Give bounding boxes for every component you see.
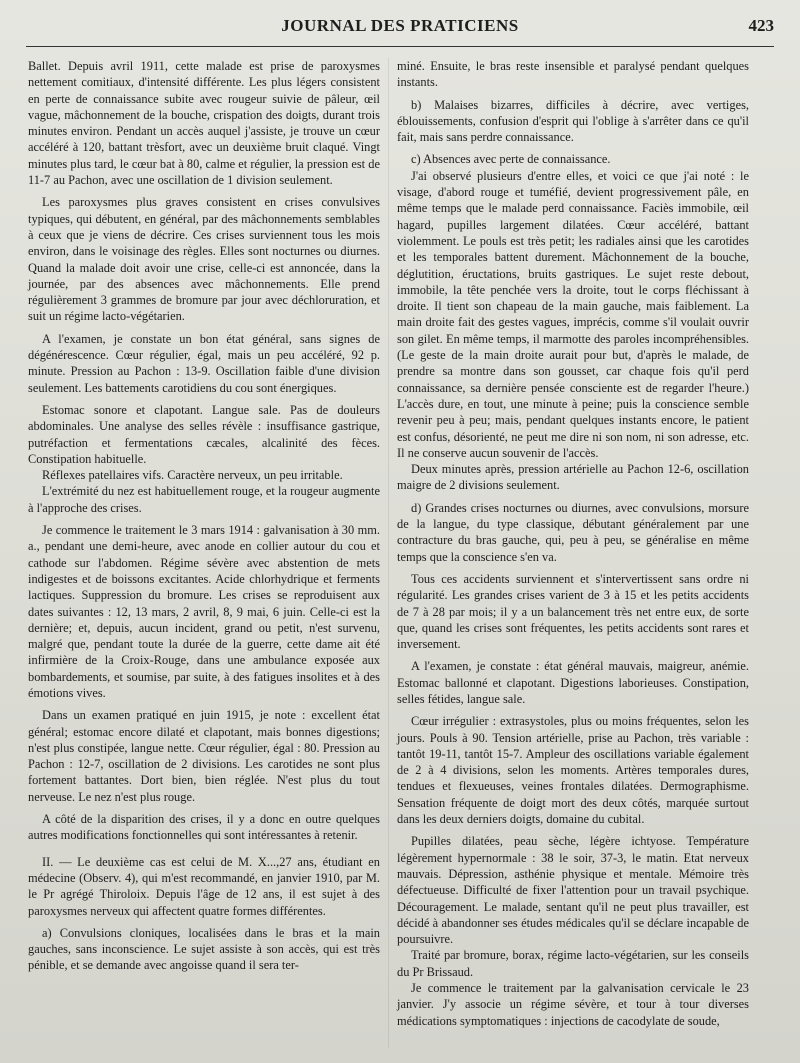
paragraph: A l'examen, je constate un bon état général, sans signes de dégénérescence. Cœur régulier, égal, mais un peu accéléré, 92 p. minute. Pression au Pachon : 13-9. Oscillation faible d'une division seulement. Les battements carotidiens du cou sont énergiques. xyxy=(28,331,380,395)
column-divider xyxy=(388,58,389,1048)
paragraph: Je commence le traitement par la galvanisation cervicale le 23 janvier. J'y associe un régime sévère, et tour à tour diverses médications symptomatiques : injections de cacodylate de soude, xyxy=(397,981,749,1028)
paragraph: II. — Le deuxième cas est celui de M. X...,27 ans, étudiant en médecine (Observ. 4), qui m'est recommandé, en janvier 1910, par M. le Pr agrégé Thiroloix. Depuis l'âge de 12 ans, il est sujet à des paroxysmes nerveux qui affectent quatre formes différentes. xyxy=(28,854,380,918)
left-column xyxy=(28,58,380,974)
paragraph: Dans un examen pratiqué en juin 1915, je note : excellent état général; estomac encore dilaté et clapotant, mais bonnes digestions; n'est plus constipée, langue nette. Cœur régulier, égal : 80. Pression au Pachon : 12-7, oscillation de 2 divisions. Les carotides ne sont plus fortement battantes. Dort bien, bien réglée. N'est plus du tout nerveuse. Le nez n'est plus rouge. xyxy=(28,708,380,804)
header-rule xyxy=(26,46,774,47)
paragraph: Ballet. Depuis avril 1911, cette malade est prise de paroxysmes nettement comitiaux, d'intensité différente. Les plus légers consistent en perte de connaissance subite avec rougeur suivie de pâleur, œil vague, mâchonnement de la bouche, crispation des doigts, durant trois minutes environ. Pendant un accès auquel j'assiste, je trouve un cœur accéléré à 120, battant trèsfort, avec un deuxième bruit claqué. Vingt minutes plus tard, le cœur bat à 80, calme et régulier, la pression est de 11-7 au Pachon, avec une oscillation de 1 division seulement. xyxy=(28,59,380,188)
paragraph: Tous ces accidents surviennent et s'intervertissent sans ordre ni régularité. Les grandes crises varient de 3 à 15 et les petits accidents de 7 à 28 par mois; il y a un balancement très net entre eux, de sorte que, quand les crises sont fréquentes, les petits accidents sont rares et inversement. xyxy=(397,571,749,652)
paragraph: Deux minutes après, pression artérielle au Pachon 12-6, oscillation maigre de 2 divisions seulement. xyxy=(397,462,749,493)
paragraph: A l'examen, je constate : état général mauvais, maigreur, anémie. Estomac ballonné et clapotant. Digestions laborieuses. Constipation, selles fétides, langue sale. xyxy=(397,659,749,706)
page-header xyxy=(26,14,774,38)
paragraph: Estomac sonore et clapotant. Langue sale. Pas de douleurs abdominales. Une analyse des selles révèle : insuffisance gastrique, putréfaction et fermentations cæcales, alcalinité des fèces. Constipation habituelle. xyxy=(28,402,380,466)
paragraph: Je commence le traitement le 3 mars 1914 : galvanisation à 30 mm. a., pendant une demi-heure, avec anode en collier autour du cou et cathode sur l'abdomen. Régime sévère avec abstention de mets indigestes et de boissons excitantes. Acide chlorhydrique et ferments lactiques. Suppression du bromure. Les crises se reproduisent aux dates suivantes : 12, 13 mars, 2 avril, 8, 9 mai, 6 juin. Celle-ci est la dernière; et, depuis, aucun incident, grand ou petit, n'est survenu, malgré que, pendant toute la durée de la guerre, cette dame ait été infirmière de la Croix-Rouge, dans une ambulance exposée aux bombardements, et soumise, par suite, à des fatigues insolites et à des émotions vives. xyxy=(28,523,380,700)
paragraph: b) Malaises bizarres, difficiles à décrire, avec vertiges, éblouissements, confusion d'esprit qui l'oblige à s'arrêter dans ce qu'il fait, mais sans perdre connaissance. xyxy=(397,97,749,145)
paragraph: L'extrémité du nez est habituellement rouge, et la rougeur augmente à l'approche des crises. xyxy=(28,484,380,515)
paragraph: Traité par bromure, borax, régime lacto-végétarien, sur les conseils du Pr Brissaud. xyxy=(397,948,749,979)
paragraph: c) Absences avec perte de connaissance. xyxy=(411,152,611,167)
paragraph: Réflexes patellaires vifs. Caractère nerveux, un peu irritable. xyxy=(42,468,343,483)
paragraph: Cœur irrégulier : extrasystoles, plus ou moins fréquentes, selon les jours. Pouls à 90. Tension artérielle, prise au Pachon, très variable : tantôt 19-11, tantôt 15-7. Ampleur des oscillations variable également de 2 à 4 divisions, selon les moments. Artères temporales dures, tendues et flexueuses, veines frontales dilatées. Dermographisme. Sensation fréquente de doigt mort des deux côtés, marquée surtout dans les deux derniers doigts, domaine du cubital. xyxy=(397,714,749,827)
paragraph: d) Grandes crises nocturnes ou diurnes, avec convulsions, morsure de la langue, du type classique, débutant généralement par une contracture du bras gauche, qui, peu à peu, se généralise en même temps que la conscience s'en va. xyxy=(397,500,749,564)
paragraph: J'ai observé plusieurs d'entre elles, et voici ce que j'ai noté : le visage, d'abord rouge et tuméfié, devient progressivement pâle, en même temps que le malade perd connaissance. Faciès immobile, œil hagard, pupilles largement dilatées. Cœur accéléré, battant violemment. Le pouls est très petit; les radiales ainsi que les carotides et les temporales battent durement. Mâchonnement de la bouche, déglutition, éructations, bruits gastriques. Le sujet reste debout, immobile, la tête penchée vers la droite, tout le corps fléchissant à droite. Il tient son chapeau de la main gauche, mais faiblement. La main droite fait des gestes vagues, imprécis, comme s'il voulait ouvrir son gilet. En même temps, il marmotte des paroles incompréhensibles. (Le geste de la main droite aurait pour but, d'après le malade, de prendre sa montre dans son gousset, car chaque fois qu'il perd connaissance, sa dernière pensée consciente est de regarder l'heure.) L'accès dure, en tout, une minute à peine; puis la conscience semble revenir peu à peu; mais, pendant quelques instants encore, le patient est confus, désorienté, ne peut me dire ni son nom, ni son adresse, etc. Il ne conserve aucun souvenir de l'accès. xyxy=(397,168,749,460)
page-number: 423 xyxy=(748,16,774,35)
paragraph: miné. Ensuite, le bras reste insensible et paralysé pendant quelques instants. xyxy=(397,59,749,90)
paragraph: A côté de la disparition des crises, il y a donc en outre quelques autres modifications fonctionnelles qui sont intéressantes à retenir. xyxy=(28,812,380,843)
paragraph: a) Convulsions cloniques, localisées dans le bras et la main gauches, sans inconscience. Le sujet assiste à son accès, qui est très pénible, et se demande avec angoisse quand il sera ter- xyxy=(28,925,380,973)
paragraph: Pupilles dilatées, peau sèche, légère ichtyose. Température légèrement hypernormale : 38 le soir, 37-3, le matin. Etat nerveux mauvais. Dépression, asthénie physique et mentale. Mémoire très défectueuse. Difficulté de fixer l'attention pour un travail psychique. Découragement. Le malade, sentant qu'il ne peut plus travailler, est décidé à abandonner ses études médicales qu'il se déclare incapable de poursuivre. xyxy=(397,834,749,947)
journal-title: JOURNAL DES PRATICIENS xyxy=(281,16,519,35)
right-column xyxy=(397,58,749,1029)
paragraph: Les paroxysmes plus graves consistent en crises convulsives typiques, qui débutent, en général, par des mâchonnements semblables à ceux que je viens de décrire. Ces crises surviennent tous les mois environ, dans le voisinage des règles. Elles sont nocturnes ou diurnes. Quand la malade doit avoir une crise, celle-ci est annoncée, dans la journée, par des absences avec mâchonnements. Elle prend régulièrement 3 grammes de bromure par jour avec déchloruration, et suit un régime lacto-végétarien. xyxy=(28,195,380,324)
